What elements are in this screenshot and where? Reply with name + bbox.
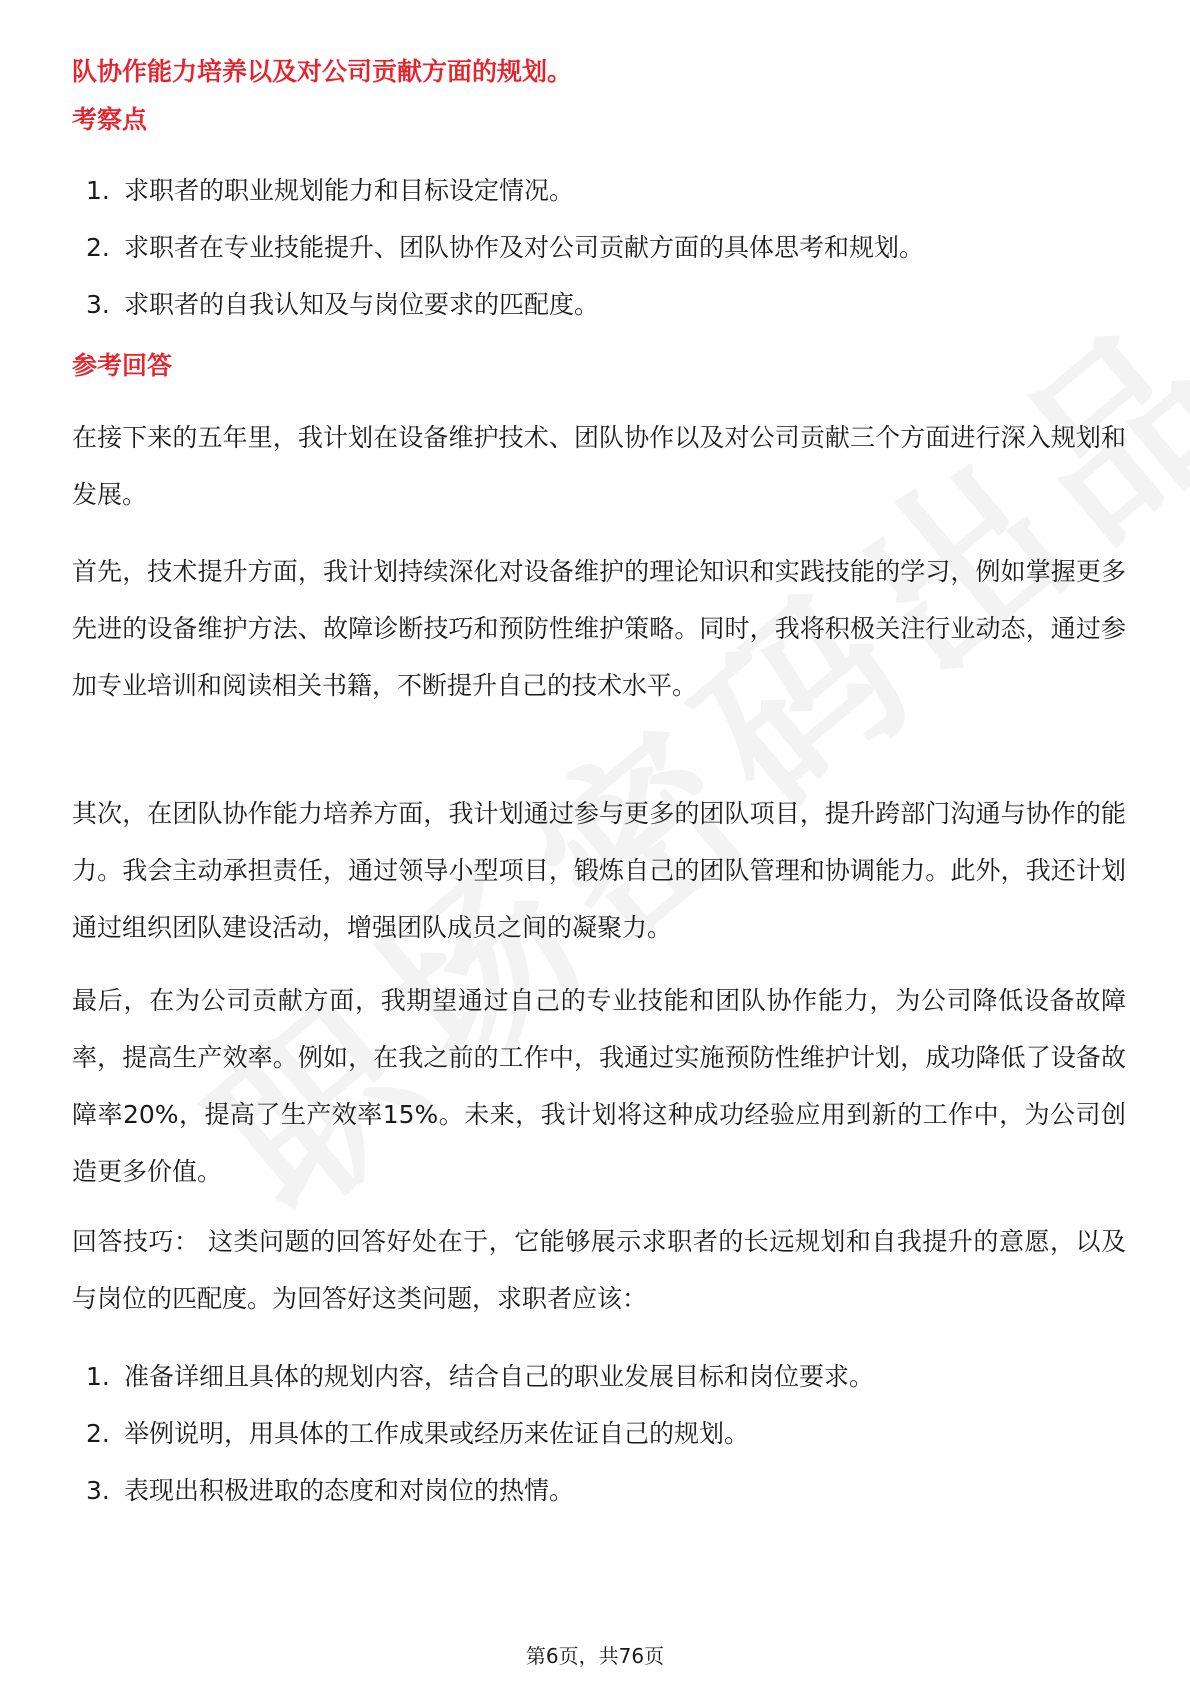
answer-paragraph-tech: 首先，技术提升方面，我计划持续深化对设备维护的理论知识和实践技能的学习，例如掌握更多先进的设备维护方法、故障诊断技巧和预防性维护策略。同时，我将积极关注行业动态，通过参加专业培训和阅读相关书籍，不断提升自己的技术水平。: [72, 557, 1126, 700]
exam-points-heading: 考察点: [72, 105, 148, 134]
answer-paragraph-contribution: 最后，在为公司贡献方面，我期望通过自己的专业技能和团队协作能力，为公司降低设备故障率，提高生产效率。例如，在我之前的工作中，我通过实施预防性维护计划，成功降低了设备故障率20%，提高了生产效率15%。未来，我计划将这种成功经验应用到新的工作中，为公司创造更多价值。: [72, 986, 1126, 1186]
list-item-text: 准备详细且具体的规划内容，结合自己的职业发展目标和岗位要求。: [124, 1362, 875, 1391]
answer-paragraph-intro: 在接下来的五年里，我计划在设备维护技术、团队协作以及对公司贡献三个方面进行深入规划和发展。: [72, 423, 1126, 509]
list-item-text: 求职者在专业技能提升、团队协作及对公司贡献方面的具体思考和规划。: [124, 233, 925, 262]
list-item: [72, 1348, 1132, 1405]
list-item-text: 求职者的自我认知及与岗位要求的匹配度。: [124, 290, 600, 319]
tips-list: [72, 1348, 1132, 1519]
list-item-number: 2.: [86, 1419, 110, 1448]
list-item-number: 3.: [86, 290, 110, 319]
answer-paragraph-team: 其次，在团队协作能力培养方面，我计划通过参与更多的团队项目，提升跨部门沟通与协作的能力。我会主动承担责任，通过领导小型项目，锻炼自己的团队管理和协调能力。此外，我还计划通过组织团队建设活动，增强团队成员之间的凝聚力。: [72, 799, 1126, 942]
list-item-text: 表现出积极进取的态度和对岗位的热情。: [124, 1476, 575, 1505]
answer-tips-paragraph: 回答技巧： 这类问题的回答好处在于，它能够展示求职者的长远规划和自我提升的意愿，以及与岗位的匹配度。为回答好这类问题，求职者应该：: [72, 1227, 1126, 1313]
list-item-text: 求职者的职业规划能力和目标设定情况。: [124, 176, 575, 205]
list-item: [72, 276, 1132, 333]
list-item: [72, 162, 1132, 219]
list-item-number: 1.: [86, 1362, 110, 1391]
reference-answer-heading: 参考回答: [72, 351, 173, 380]
list-item-number: 1.: [86, 176, 110, 205]
page-number-footer: 第6页，共76页: [525, 1644, 665, 1668]
list-item-text: 举例说明，用具体的工作成果或经历来佐证自己的规划。: [124, 1419, 750, 1448]
exam-points-list: [72, 162, 1132, 333]
list-item-number: 3.: [86, 1476, 110, 1505]
list-item: [72, 1462, 1132, 1519]
continued-heading-line: 队协作能力培养以及对公司贡献方面的规划。: [72, 57, 573, 86]
list-item: [72, 219, 1132, 276]
list-item-number: 2.: [86, 233, 110, 262]
list-item: [72, 1405, 1132, 1462]
